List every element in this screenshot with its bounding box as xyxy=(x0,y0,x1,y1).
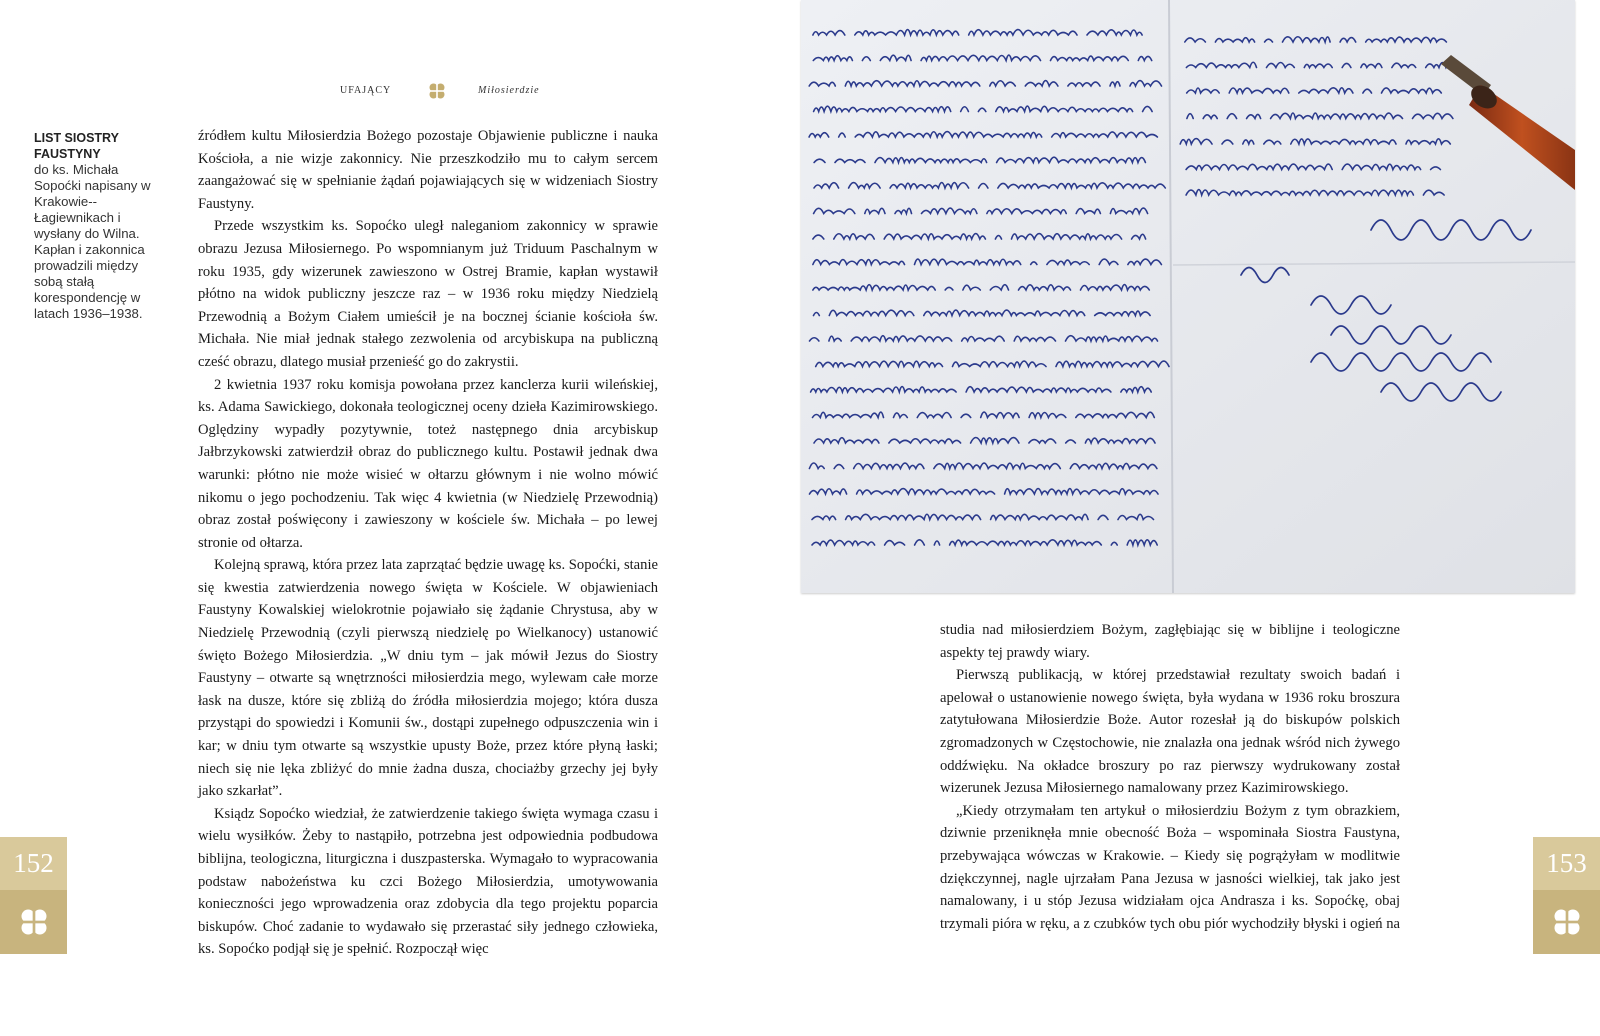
page-number: 152 xyxy=(0,837,67,890)
caption-title: LIST SIOSTRY FAUSTYNY xyxy=(34,131,119,161)
clover-ornament-icon xyxy=(19,907,49,937)
paragraph: 2 kwietnia 1937 roku komisja powołana przez kanclerza kurii wileńskiej, ks. Adama Sawickiego, dokonała teologicznej oceny dzieła Kazimirowskiego. Oględziny wypadły pozytywnie, toteż następnego dnia arcybiskup Jałbrzykowski zatwierdził obraz do publicznego kultu. Postawił jednak dwa warunki: płótno nie może wisieć w ołtarzu głównym i nie wolno mówić nikomu o jego pochodzeniu. Tak więc 4 kwietnia (w Niedzielę Przewodnią) obraz został poświęcony i zawieszony w kościele św. Michała – po lewej stronie od ołtarza. xyxy=(198,376,658,551)
paragraph: Przede wszystkim ks. Sopoćko uległ naleganiom zakonnicy w sprawie obrazu Jezusa Miłosiernego. Po wspomnianym już Triduum Paschalnym w roku 1935, gdy wizerunek zawieszono w Ostrej Bramie, kapłan wystawił płótno na widok publiczny jeszcze raz – w 1936 roku między Niedzielą Przewodnią a Bożym Ciałem umieścił je na bocznej ścianie kościoła św. Michała. Nie miał jednak stałego zezwolenia od arcybiskupa na publiczną cześć obrazu, dlatego musiał przenieść go do zakrystii. xyxy=(198,218,658,370)
paragraph: „Kiedy otrzymałam ten artykuł o miłosierdziu Bożym z tym obrazkiem, dziwnie przeniknęła mnie obecność Boża – wspominała Siostra Faustyna, przebywająca wówczas w Krakowie. – Kiedy się pogrążyłam w modlitwie dziękczynnej, nagle ujrzałam Pana Jezusa w jasności wielkiej, tak jako jest namalowany, i u stóp Jezusa widziałam ojca Andrasza i ks. Sopoćkę, obaj trzymali pióra w ręku, a z czubków tych obu piór wychodziły błyski i ogień na xyxy=(940,802,1400,932)
clover-ornament-icon xyxy=(428,82,446,103)
paragraph: Ksiądz Sopoćko wiedział, że zatwierdzenie takiego święta wymaga czasu i wielu wysiłków. Żeby to nastąpiło, potrzebna jest odpowiednia podbudowa biblijna, teologiczna, liturgiczna i duszpasterska. Wymagało to wypracowania podstaw nabożeństwa ku czci Bożego Miłosierdzia, umotywowania konieczności jego wprowadzenia oraz zdobycia dla tego projektu poparcia biskupów. Choć zadanie to wydawało się przerastać siły jednego człowieka, ks. Sopoćko podjął się je spełnić. Rozpoczął więc xyxy=(198,805,658,958)
tab-ornament xyxy=(0,890,67,954)
page-number: 153 xyxy=(1533,837,1600,890)
paragraph: źródłem kultu Miłosierdzia Bożego pozostaje Objawienie publiczne i nauka Kościoła, a nie wizje zakonnicy. Nie przeszkodziło mu to całym sercem zaangażować się w spełnianie żądań pojawiających się w widzeniach Siostry Faustyny. xyxy=(198,128,658,212)
paragraph: Kolejną sprawą, która przez lata zaprzątać będzie uwagę ks. Sopoćki, stanie się kwestia zatwierdzenia nowego święta w Kościele. W objawieniach Faustyny Kowalskiej wielokrotnie pojawiało się żądanie Chrystusa, aby w Niedzielę Przewodnią (czyli pierwszą niedzielę po Wielkanocy) ustanowić święto Bożego Miłosierdzia. „W dniu tym – jak mówił Jezus do Siostry Faustyny – otwarte są wnętrzności miłosierdzia mego, wylewam całe morze łask na dusze, które się zbliżą do źródła miłosierdzia mojego; która dusza przystąpi do spowiedzi i Komunii św., dostąpi zupełnego odpuszczenia win i kar; w dniu tym otwarte są wszystkie upusty Boże, przez które płyną łaski; niech się nie lęka zbliżyć do mnie żadna dusza, chociażby grzechy jej były jako szkarłat”. xyxy=(198,557,658,800)
paragraph: Pierwszą publikacją, w której przedstawiał rezultaty swoich badań i apelował o ustanowienie nowego święta, była wydana w 1936 roku broszura zatytułowana Miłosierdzie Boże. Autor rozesłał ją do biskupów polskich zgromadzonych w Częstochowie, nie znalazła ona jednak wśród nich żywego oddźwięku. Na okładce broszury po raz pierwszy wydrukowany został wizerunek Jezusa Miłosiernego namalowany przez Kazimirowskiego. xyxy=(940,667,1400,797)
letter-illustration xyxy=(801,0,1575,593)
handwritten-letter-photo xyxy=(801,0,1575,593)
header-section: UFAJĄCY xyxy=(340,85,392,96)
photo-caption xyxy=(34,130,162,322)
header-chapter: Miłosierdzie xyxy=(478,85,540,96)
tab-ornament xyxy=(1533,890,1600,954)
paragraph: studia nad miłosierdziem Bożym, zagłębiając się w biblijne i teologiczne aspekty tej prawdy wiary. xyxy=(940,622,1400,661)
caption-body: do ks. Michała Sopoćki napisany w Krakowie--Łagiewnikach i wysłany do Wilna. Kapłan i zakonnica prowadzili między sobą stałą korespondencję w latach 1936–1938. xyxy=(34,162,151,321)
right-body-text xyxy=(940,619,1400,935)
clover-ornament-icon xyxy=(1552,907,1582,937)
page-number-tab xyxy=(0,837,67,954)
running-header xyxy=(340,82,540,102)
page-number-tab xyxy=(1533,837,1600,954)
left-body-text xyxy=(198,125,658,961)
